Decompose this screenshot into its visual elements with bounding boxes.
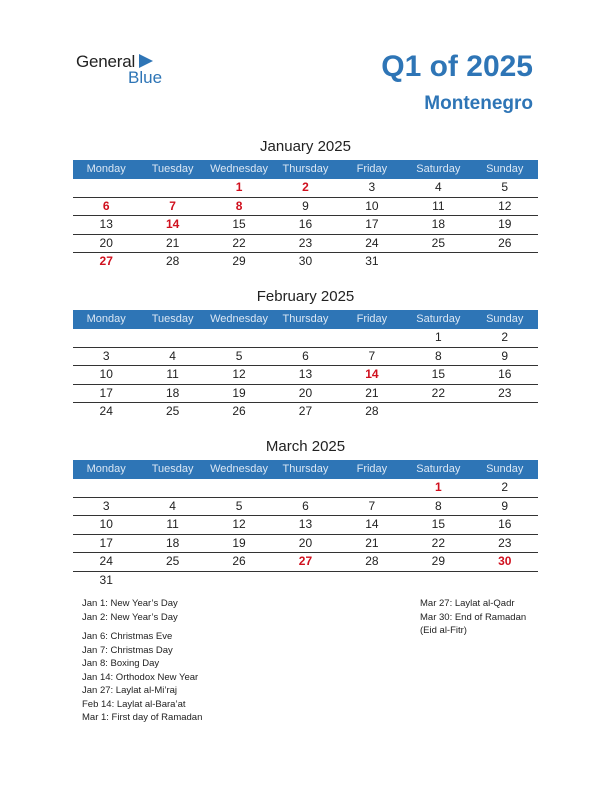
day-cell [206,572,272,590]
day-cell: 19 [232,385,246,400]
holiday-note: Jan 27: Laylat al-Mi’raj [82,685,178,696]
week-row [73,179,538,198]
day-cell: 17 [99,385,113,400]
day-cell: 11 [432,198,445,213]
weekday-label: Monday [86,463,126,475]
holiday-note: Jan 7: Christmas Day [82,644,173,656]
day-cell [405,403,471,421]
weekday-label: Friday [356,463,388,475]
day-cell: 9 [501,498,509,513]
day-cell [272,572,338,590]
weekday-label: Thursday [282,313,329,325]
day-cell [139,329,205,347]
holiday-day-cell: 14 [165,217,180,231]
day-cell: 26 [232,554,246,568]
day-cell [339,572,405,590]
day-cell: 8 [434,498,442,513]
day-cell: 18 [165,385,180,400]
week-row [73,498,538,517]
day-cell [73,179,139,197]
holiday-note: (Eid al-Fitr) [420,625,467,636]
day-cell: 31 [99,572,113,587]
weekday-label: Tuesday [151,313,194,325]
day-cell: 18 [165,535,180,550]
weekday-label: Monday [86,313,126,325]
week-row [73,216,538,235]
holiday-notes-left [82,597,202,725]
holiday-note: Jan 2: New Year’s Day [82,611,178,623]
logo [76,52,163,87]
month-title: February 2025 [256,288,355,305]
day-cell: 18 [431,217,445,231]
week-row [73,198,538,217]
day-cell: 29 [431,554,445,568]
day-cell: 28 [365,554,379,568]
week-row [73,329,538,348]
week-row [73,516,538,535]
day-cell: 16 [498,517,512,531]
day-cell: 15 [431,367,445,381]
month-title: March 2025 [265,438,346,455]
week-row [73,366,538,385]
day-cell: 3 [102,498,110,513]
holiday-note: Jan 8: Boxing Day [82,658,160,669]
day-cell [206,329,272,347]
day-cell [339,479,405,497]
day-cell: 11 [166,517,179,531]
weekday-header [73,460,538,479]
day-cell: 11 [166,367,179,381]
holiday-note: Jan 1: New Year’s Day [82,598,178,609]
week-row [73,385,538,404]
holiday-note: Jan 14: Orthodox New Year [82,671,199,683]
day-cell: 23 [498,385,512,400]
day-cell: 16 [498,367,512,381]
week-row [73,235,538,254]
day-cell [139,479,205,497]
holiday-day-cell: 8 [235,198,243,213]
day-cell: 25 [165,404,180,418]
month-march [73,438,538,589]
day-cell: 21 [365,535,379,550]
day-cell: 22 [431,385,445,400]
month-title: January 2025 [260,138,351,155]
weekday-label: Wednesday [210,163,268,175]
week-row [73,253,538,271]
weekday-label: Saturday [416,463,461,475]
day-cell: 3 [102,348,110,363]
day-cell: 21 [365,385,379,400]
day-cell [73,479,139,497]
day-cell: 10 [365,198,379,213]
weekday-label: Wednesday [210,313,268,325]
day-cell: 2 [501,330,509,344]
day-cell: 5 [235,348,243,363]
day-cell: 24 [99,554,113,568]
weekday-label: Friday [356,163,388,175]
holiday-notes-right [420,597,526,638]
logo-word-blue: Blue [128,68,163,87]
day-cell: 13 [298,517,313,531]
day-cell: 17 [365,217,379,231]
weekday-header [73,160,538,179]
day-cell: 28 [165,254,180,268]
holiday-day-cell: 14 [365,367,379,381]
weekday-label: Friday [356,313,388,325]
day-cell: 16 [298,217,313,231]
day-cell [272,329,338,347]
weekday-label: Thursday [282,463,329,475]
day-cell: 28 [365,404,379,418]
day-cell [405,572,471,590]
week-row [73,553,538,572]
day-cell: 12 [498,198,512,213]
day-cell [73,329,139,347]
week-row [73,535,538,554]
day-cell: 5 [235,498,243,513]
week-row [73,348,538,367]
holiday-day-cell: 6 [102,198,110,213]
day-cell: 23 [498,535,512,550]
day-cell [339,329,405,347]
day-cell: 3 [368,180,376,194]
day-cell: 12 [232,367,246,381]
day-cell: 22 [431,535,445,550]
weekday-label: Wednesday [210,463,268,475]
day-cell: 5 [501,180,509,194]
day-cell: 13 [99,217,113,231]
country-name: Montenegro [424,93,533,114]
day-cell [405,253,471,271]
holiday-day-cell: 30 [498,554,512,568]
weekday-label: Sunday [486,163,524,175]
holiday-note: Mar 30: End of Ramadan [420,611,527,623]
month-january [73,138,538,271]
holiday-day-cell: 1 [235,180,243,194]
day-cell: 9 [501,348,509,363]
day-cell: 24 [99,404,113,418]
holiday-day-cell: 1 [434,480,442,494]
weekday-label: Thursday [282,163,329,175]
day-cell: 13 [298,367,313,381]
day-cell: 10 [99,367,113,381]
holiday-note: Mar 27: Laylat al-Qadr [420,598,515,609]
day-cell: 4 [169,498,176,513]
day-cell: 27 [298,404,313,418]
holiday-note: Mar 1: First day of Ramadan [82,712,203,723]
weekday-label: Sunday [486,313,524,325]
day-cell: 7 [368,348,376,363]
day-cell: 29 [232,254,246,268]
day-cell: 30 [298,254,313,268]
day-cell: 4 [434,180,442,194]
day-cell: 15 [431,517,445,531]
logo-flag-icon [139,54,153,68]
month-february [73,288,538,421]
day-cell: 24 [365,235,379,250]
holiday-day-cell: 7 [169,198,176,213]
day-cell: 4 [169,348,176,363]
holiday-note: Jan 6: Christmas Eve [82,631,173,642]
weekday-label: Tuesday [151,163,194,175]
weekday-label: Sunday [486,463,524,475]
day-cell: 1 [434,330,442,344]
holiday-day-cell: 27 [99,254,113,268]
day-cell [139,572,205,590]
day-cell: 10 [99,517,113,531]
day-cell [272,479,338,497]
weekday-label: Saturday [416,313,461,325]
day-cell: 8 [434,348,442,363]
holiday-day-cell: 2 [302,180,309,194]
weekday-header [73,310,538,329]
day-cell: 15 [232,217,246,231]
day-cell: 20 [99,235,113,250]
day-cell: 14 [365,517,379,531]
day-cell: 12 [232,517,246,531]
weekday-label: Tuesday [151,463,194,475]
week-row [73,403,538,421]
day-cell: 20 [298,385,313,400]
day-cell: 6 [302,498,309,513]
weekday-label: Monday [86,163,126,175]
holiday-note: Feb 14: Laylat al-Bara’at [82,698,186,710]
day-cell: 20 [298,535,313,550]
day-cell: 9 [302,198,309,213]
day-cell: 26 [498,235,512,250]
page-title: Q1 of 2025 [381,50,533,83]
weekday-label: Saturday [416,163,461,175]
day-cell: 7 [368,498,376,513]
day-cell: 6 [302,348,309,363]
day-cell: 21 [165,235,180,250]
day-cell: 19 [498,217,512,231]
day-cell: 31 [365,254,379,268]
holiday-day-cell: 27 [298,554,313,568]
day-cell [206,479,272,497]
day-cell [139,179,205,197]
logo-word-general: General [76,52,136,71]
day-cell: 25 [165,554,180,568]
day-cell [472,403,538,421]
week-row [73,572,538,590]
day-cell [472,572,538,590]
day-cell [472,253,538,271]
week-row [73,479,538,498]
day-cell: 26 [232,404,246,418]
day-cell: 19 [232,535,246,550]
day-cell: 17 [99,535,113,550]
day-cell: 25 [431,235,445,250]
day-cell: 2 [501,480,509,494]
day-cell: 22 [232,235,246,250]
day-cell: 23 [298,235,313,250]
